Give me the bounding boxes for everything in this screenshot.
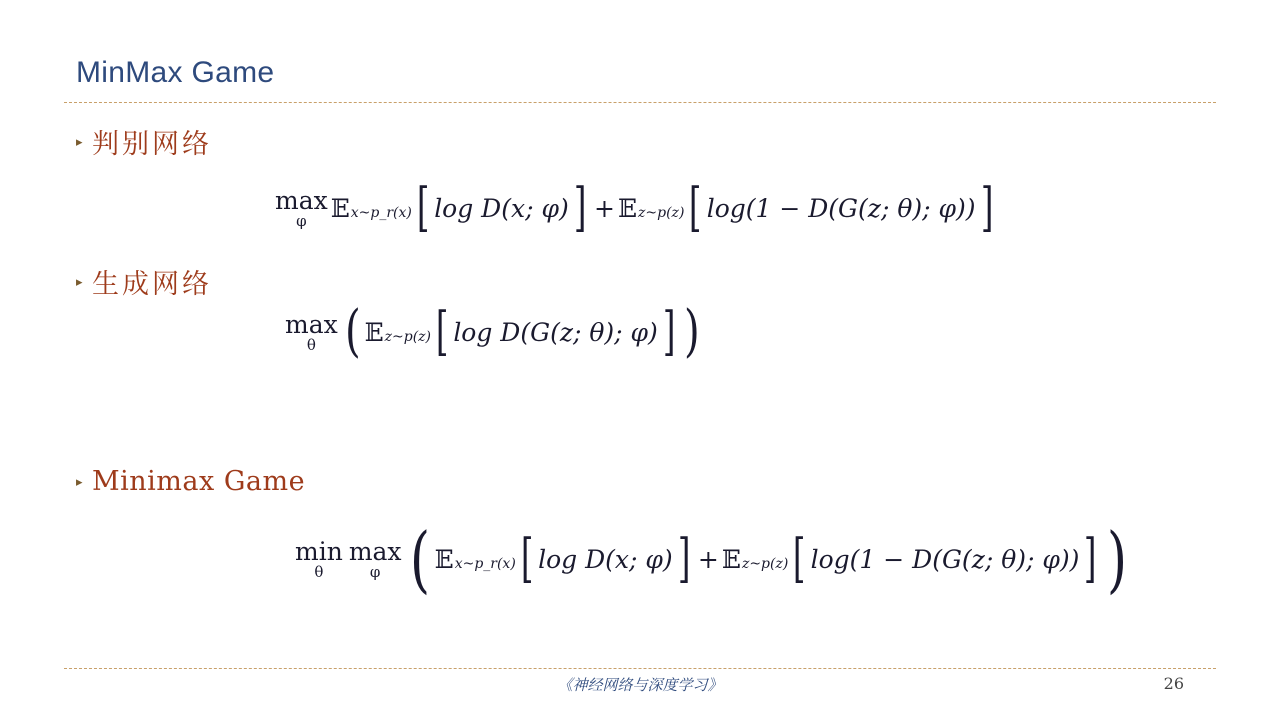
formula-generator <box>282 299 704 365</box>
left-bracket: [ <box>793 528 806 589</box>
expectation-subscript: z~p(z) <box>384 329 432 345</box>
term-log-one-minus-D: log(1 − D(G(z; θ); φ)) <box>810 544 1080 574</box>
formula-discriminator <box>272 178 998 239</box>
expectation-z <box>618 194 684 223</box>
max-label: max <box>348 536 402 566</box>
bullet-generator <box>76 262 212 301</box>
right-bracket: ] <box>1084 528 1097 589</box>
right-bracket: ] <box>980 178 993 239</box>
right-bracket: ] <box>662 302 676 363</box>
expectation-symbol: 𝔼 <box>721 544 741 574</box>
bullet-marker-icon: ▸ <box>76 134 83 149</box>
expectation-z <box>365 318 431 347</box>
expectation-z <box>722 545 788 574</box>
right-bracket: ] <box>573 178 587 239</box>
expectation-x <box>435 545 516 574</box>
left-paren: ( <box>344 299 361 365</box>
max-operator <box>348 536 402 581</box>
max-operator <box>275 188 328 229</box>
page-number: 26 <box>1163 674 1184 693</box>
right-paren: ) <box>684 299 700 365</box>
expectation-subscript: z~p(z) <box>638 205 685 221</box>
min-operator <box>295 536 343 581</box>
page-title: MinMax Game <box>76 56 275 89</box>
bullet-label-minimax-game: Minimax Game <box>92 466 306 497</box>
max-label: max <box>275 186 328 215</box>
plus-operator: + <box>594 194 615 223</box>
bullet-marker-icon: ▸ <box>76 274 83 289</box>
expectation-symbol: 𝔼 <box>434 544 454 574</box>
bullet-label-discriminator: 判别网络 <box>92 129 212 160</box>
left-bracket: [ <box>435 302 449 363</box>
expectation-symbol: 𝔼 <box>617 194 638 223</box>
bullet-minimax-game <box>76 466 305 497</box>
max-label: max <box>285 310 338 339</box>
footer-divider <box>64 668 1216 669</box>
footer-book-title: 《神经网络与深度学习》 <box>557 676 723 694</box>
term-log-one-minus-D: log(1 − D(G(z; θ); φ)) <box>706 194 976 223</box>
term-log-D-x: log D(x; φ) <box>434 194 569 223</box>
expectation-symbol: 𝔼 <box>330 194 350 223</box>
expectation-subscript: x~p_r(x) <box>454 555 516 572</box>
max-operator <box>285 312 338 353</box>
title-divider <box>64 102 1216 103</box>
expectation-x <box>331 194 412 223</box>
max-subscript-phi: φ <box>296 212 307 230</box>
term-log-D-x: log D(x; φ) <box>538 544 673 574</box>
right-paren: ) <box>1106 517 1127 601</box>
right-bracket: ] <box>677 528 691 589</box>
expectation-subscript: z~p(z) <box>741 555 789 572</box>
left-bracket: [ <box>520 528 534 589</box>
expectation-subscript: x~p_r(x) <box>350 205 412 221</box>
min-subscript-theta: θ <box>314 562 324 581</box>
left-bracket: [ <box>689 178 702 239</box>
bullet-label-generator: 生成网络 <box>92 269 212 300</box>
left-bracket: [ <box>416 178 430 239</box>
max-subscript-phi: φ <box>369 562 381 581</box>
bullet-marker-icon: ▸ <box>76 474 83 489</box>
expectation-symbol: 𝔼 <box>364 318 384 347</box>
bullet-discriminator <box>76 122 212 161</box>
plus-operator: + <box>697 544 719 574</box>
max-subscript-theta: θ <box>306 336 316 354</box>
left-paren: ( <box>409 517 430 601</box>
min-label: min <box>295 536 343 566</box>
formula-minimax <box>292 517 1132 601</box>
term-log-D-G: log D(G(z; θ); φ) <box>453 318 658 347</box>
